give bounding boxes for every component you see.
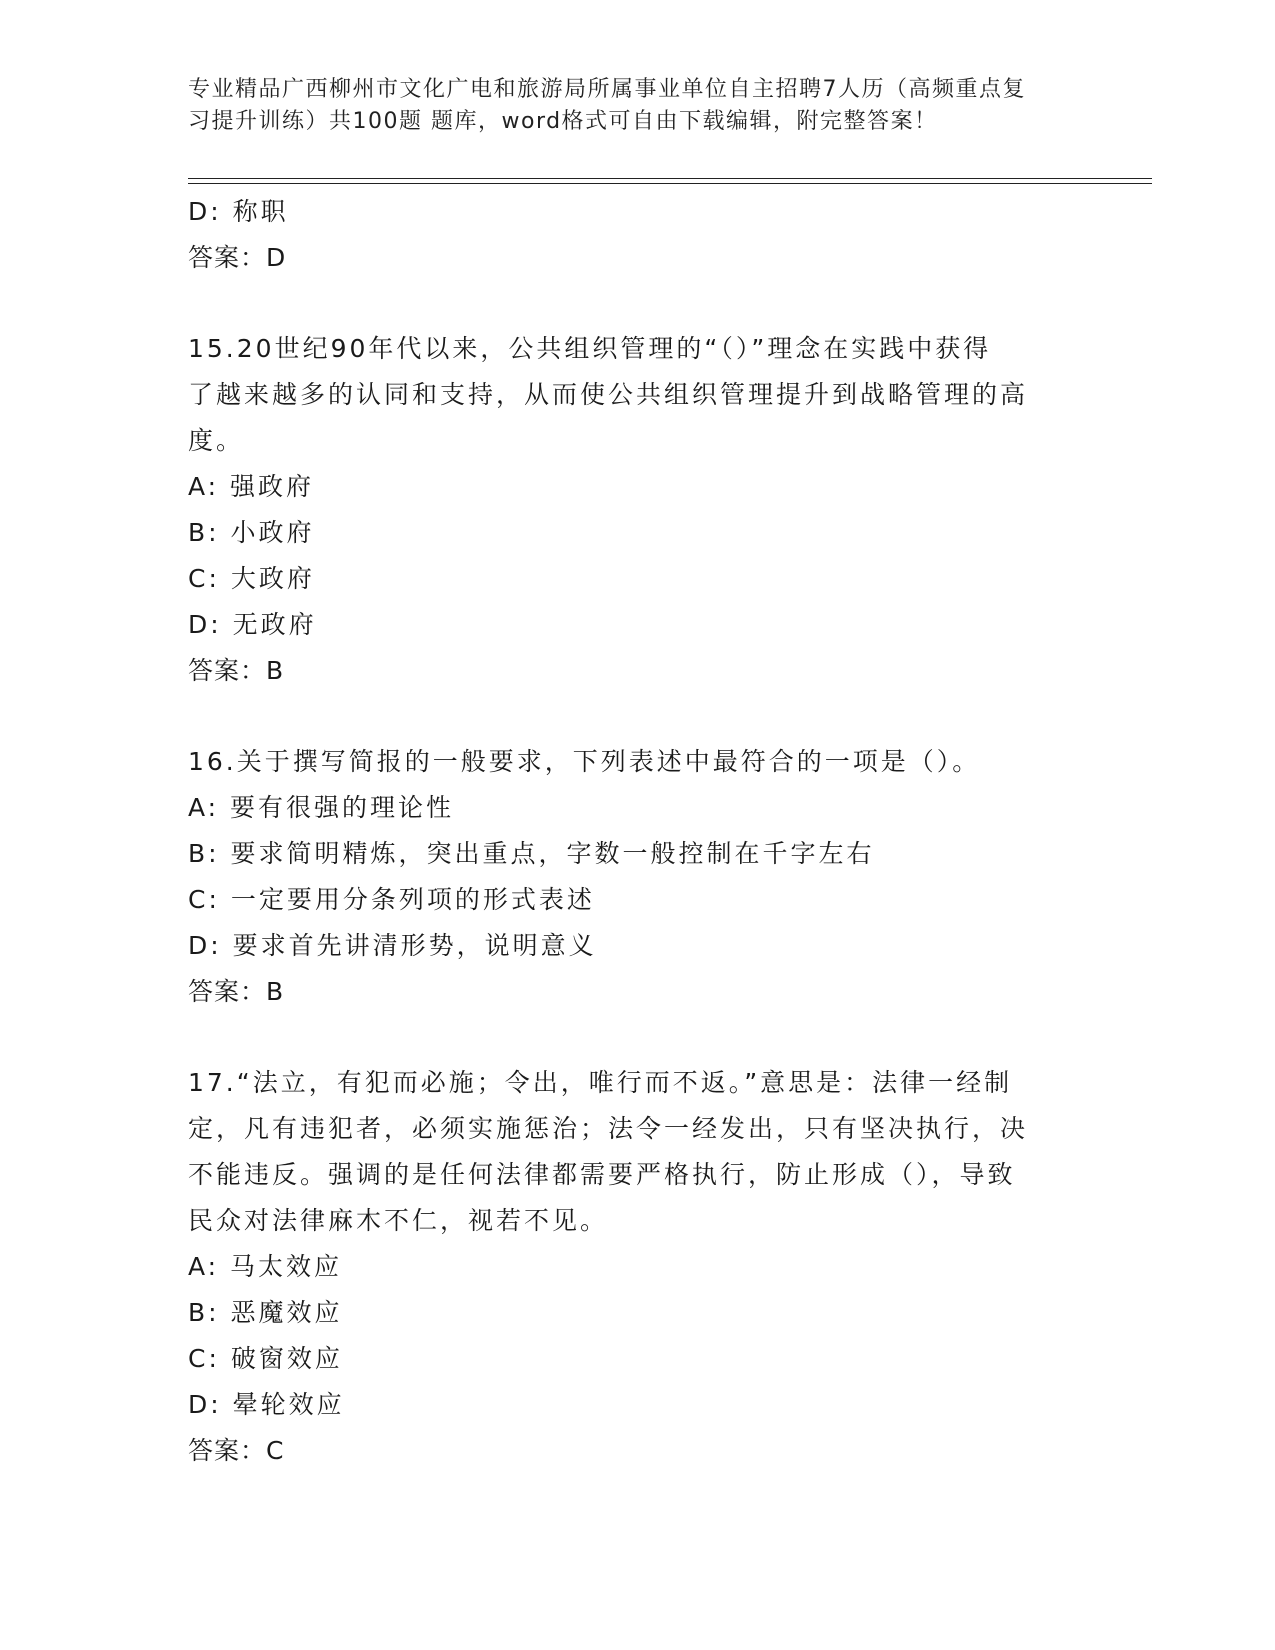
- question-stem-line: 民众对法律麻木不仁，视若不见。: [188, 1206, 609, 1235]
- header-rule-bottom: [188, 183, 1152, 184]
- question-stem-line: 17.“法立，有犯而必施；令出，唯行而不返。”意思是：法律一经制: [188, 1068, 1013, 1097]
- previous-question-tail: [188, 189, 1088, 281]
- option-b: B: 小政府: [188, 518, 315, 547]
- page-header: [188, 74, 1088, 138]
- question-16: [188, 739, 1088, 1015]
- question-gap: [188, 694, 1088, 739]
- option-b: B: 恶魔效应: [188, 1298, 343, 1327]
- question-gap: [188, 1015, 1088, 1060]
- header-rule-top: [188, 178, 1152, 179]
- option-a: A: 强政府: [188, 472, 315, 501]
- question-stem-line: 度。: [188, 426, 245, 455]
- option-c: C: 大政府: [188, 564, 315, 593]
- question-stem-line: 15.20世纪90年代以来，公共组织管理的“（）”理念在实践中获得: [188, 334, 992, 363]
- option-a: A: 马太效应: [188, 1252, 343, 1281]
- question-17: [188, 1060, 1088, 1474]
- answer-line: 答案：C: [188, 1436, 285, 1465]
- option-c: C: 破窗效应: [188, 1344, 343, 1373]
- question-gap: [188, 281, 1088, 326]
- header-line-2: 习提升训练）共100题 题库，word格式可自由下载编辑，附完整答案！: [188, 109, 938, 134]
- question-stem-line: 定，凡有违犯者，必须实施惩治；法令一经发出，只有坚决执行，决: [188, 1114, 1029, 1143]
- option-d: D: 晕轮效应: [188, 1390, 345, 1419]
- answer-line: 答案：B: [188, 656, 285, 685]
- option-a: A: 要有很强的理论性: [188, 793, 455, 822]
- question-stem-line: 不能违反。强调的是任何法律都需要严格执行，防止形成（），导致: [188, 1160, 1016, 1189]
- document-body: [188, 189, 1088, 1474]
- option-d: D: 要求首先讲清形势，说明意义: [188, 931, 597, 960]
- option-d: D: 无政府: [188, 610, 317, 639]
- question-15: [188, 326, 1088, 694]
- header-line-1: 专业精品广西柳州市文化广电和旅游局所属事业单位自主招聘7人历（高频重点复: [188, 77, 1026, 102]
- option-b: B: 要求简明精炼，突出重点，字数一般控制在千字左右: [188, 839, 875, 868]
- answer-line: 答案：B: [188, 977, 285, 1006]
- option-d: D: 称职: [188, 197, 289, 226]
- question-stem-line: 了越来越多的认同和支持，从而使公共组织管理提升到战略管理的高: [188, 380, 1029, 409]
- answer-line: 答案：D: [188, 243, 287, 272]
- option-c: C: 一定要用分条列项的形式表述: [188, 885, 595, 914]
- question-stem-line: 16.关于撰写简报的一般要求，下列表述中最符合的一项是（）。: [188, 747, 981, 776]
